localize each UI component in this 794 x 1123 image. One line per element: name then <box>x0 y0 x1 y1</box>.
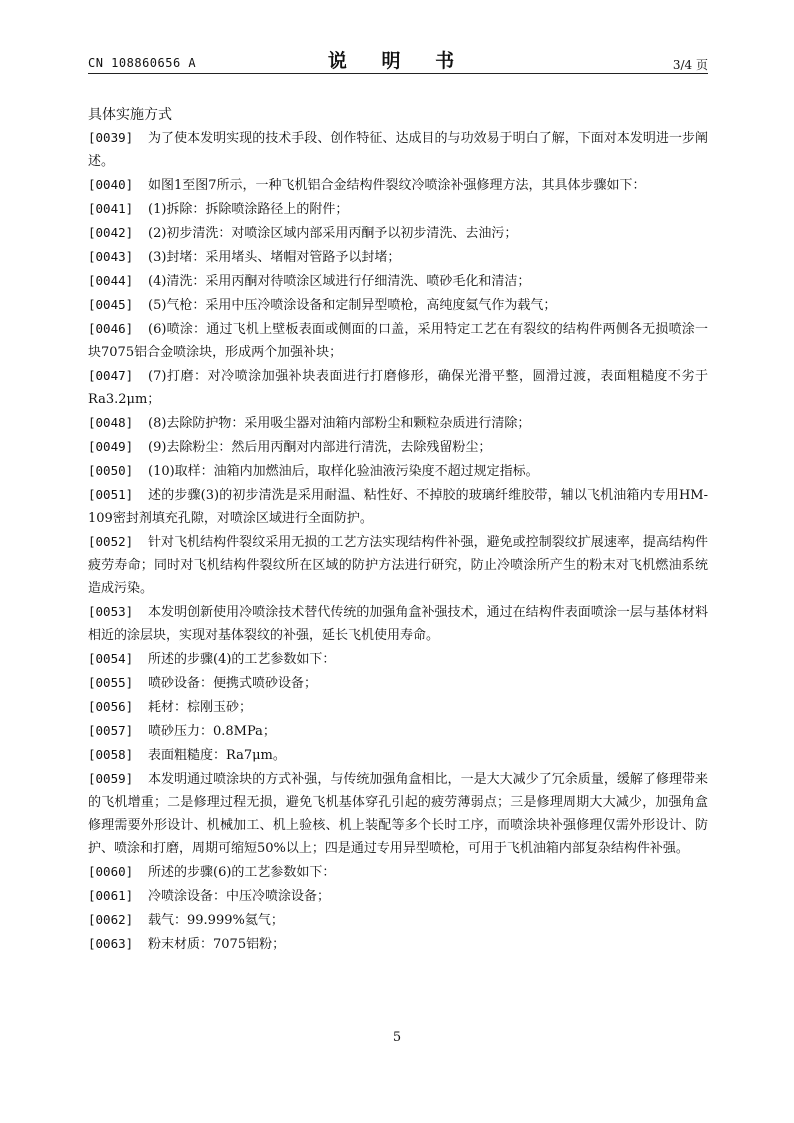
paragraph-number: [0052] <box>88 534 134 549</box>
paragraph-number: [0059] <box>88 771 134 786</box>
paragraph-number: [0047] <box>88 368 134 383</box>
paragraph-number: [0063] <box>88 936 134 951</box>
paragraph-number: [0039] <box>88 130 134 145</box>
page-header <box>88 44 708 74</box>
paragraph <box>88 245 708 269</box>
paragraph-text: (4)清洗：采用丙酮对待喷涂区域进行仔细清洗、喷砂毛化和清洁； <box>148 274 531 289</box>
paragraph-number: [0051] <box>88 487 134 502</box>
paragraph-number: [0057] <box>88 723 134 738</box>
paragraph <box>88 173 708 197</box>
paragraph-number: [0058] <box>88 747 134 762</box>
paragraph-text: 本发明通过喷涂块的方式补强，与传统加强角盒相比，一是大大减少了冗余质量，缓解了修理带来的飞机增重；二是修理过程无损，避免飞机基体穿孔引起的疲劳薄弱点；三是修理周期大大减少，加强角盒修理需要外形设计、机械加工、机上验核、机上装配等多个长时工序，而喷涂块补强修理仅需外形设计、防护、喷涂和打磨，周期可缩短50%以上；四是通过专用异型喷枪，可用于飞机油箱内部复杂结构件补强。 <box>88 772 708 856</box>
paragraph-text: 喷砂设备：便携式喷砂设备； <box>148 676 318 691</box>
paragraph-text: 所述的步骤(6)的工艺参数如下： <box>148 865 336 880</box>
paragraph-text: 载气：99.999%氦气； <box>148 913 284 928</box>
paragraph-text: (8)去除防护物：采用吸尘器对油箱内部粉尘和颗粒杂质进行清除； <box>148 416 531 431</box>
paragraph <box>88 908 708 932</box>
paragraph-text: (9)去除粉尘：然后用丙酮对内部进行清洗，去除残留粉尘； <box>148 440 492 455</box>
paragraph <box>88 743 708 767</box>
paragraph-number: [0056] <box>88 699 134 714</box>
paragraph-text: (6)喷涂：通过飞机上壁板表面或侧面的口盖，采用特定工艺在有裂纹的结构件两侧各无损喷涂一块7075铝合金喷涂块，形成两个加强补块； <box>88 322 708 360</box>
paragraph-number: [0043] <box>88 249 134 264</box>
page-number: 5 <box>392 1030 402 1045</box>
paragraph-text: 粉末材质：7075铝粉； <box>148 937 286 952</box>
paragraph-text: (1)拆除：拆除喷涂路径上的附件； <box>148 202 349 217</box>
paragraph-text: 如图1至图7所示，一种飞机铝合金结构件裂纹冷喷涂补强修理方法，其具体步骤如下： <box>148 178 646 193</box>
paragraph-text: (10)取样：油箱内加燃油后，取样化验油液污染度不超过规定指标。 <box>148 464 539 479</box>
paragraph <box>88 435 708 459</box>
paragraph-text: 表面粗糙度：Ra7μm。 <box>148 748 286 763</box>
paragraph-number: [0050] <box>88 463 134 478</box>
paragraph-text: 所述的步骤(4)的工艺参数如下： <box>148 652 336 667</box>
paragraph <box>88 530 708 600</box>
paragraph <box>88 767 708 860</box>
paragraph <box>88 695 708 719</box>
paragraph <box>88 126 708 173</box>
paragraph-text: (5)气枪：采用中压冷喷涂设备和定制异型喷枪，高纯度氦气作为载气； <box>148 298 557 313</box>
paragraph <box>88 932 708 956</box>
paragraph-text: 喷砂压力：0.8MPa； <box>148 724 276 739</box>
paragraph-number: [0048] <box>88 415 134 430</box>
page-indicator: 3/4 页 <box>672 58 708 72</box>
paragraph <box>88 197 708 221</box>
paragraph-number: [0054] <box>88 651 134 666</box>
document-title: 说 明 书 <box>327 50 469 72</box>
paragraph <box>88 364 708 411</box>
paragraph-text: (7)打磨：对冷喷涂加强补块表面进行打磨修形，确保光滑平整，圆滑过渡，表面粗糙度不劣于Ra3.2μm； <box>88 369 708 407</box>
paragraph <box>88 221 708 245</box>
paragraph-text: 冷喷涂设备：中压冷喷涂设备； <box>148 889 331 904</box>
paragraph-number: [0062] <box>88 912 134 927</box>
paragraph-number: [0061] <box>88 888 134 903</box>
paragraph-number: [0040] <box>88 177 134 192</box>
paragraph <box>88 884 708 908</box>
paragraph-text: 耗材：棕刚玉砂； <box>148 700 253 715</box>
paragraph-number: [0046] <box>88 321 134 336</box>
header-rule <box>88 73 708 74</box>
paragraph <box>88 411 708 435</box>
paragraph-text: 针对飞机结构件裂纹采用无损的工艺方法实现结构件补强，避免或控制裂纹扩展速率，提高结构件疲劳寿命；同时对飞机结构件裂纹所在区域的防护方法进行研究，防止冷喷涂所产生的粉末对飞机燃油系统造成污染。 <box>88 535 708 596</box>
paragraph-number: [0049] <box>88 439 134 454</box>
document-body <box>88 104 708 956</box>
paragraph-number: [0045] <box>88 297 134 312</box>
paragraph-number: [0055] <box>88 675 134 690</box>
paragraph <box>88 600 708 647</box>
paragraph-text: 为了使本发明实现的技术手段、创作特征、达成目的与功效易于明白了解，下面对本发明进一步阐述。 <box>88 131 708 169</box>
paragraph-list <box>88 126 708 956</box>
paragraph <box>88 647 708 671</box>
paragraph <box>88 860 708 884</box>
paragraph-number: [0053] <box>88 604 134 619</box>
paragraph-number: [0041] <box>88 201 134 216</box>
patent-number: CN 108860656 A <box>88 56 197 70</box>
paragraph-number: [0042] <box>88 225 134 240</box>
paragraph <box>88 317 708 364</box>
paragraph-text: 述的步骤(3)的初步清洗是采用耐温、粘性好、不掉胶的玻璃纤维胶带，辅以飞机油箱内专用HM-109密封剂填充孔隙，对喷涂区域进行全面防护。 <box>88 488 708 526</box>
paragraph-text: (2)初步清洗：对喷涂区域内部采用丙酮予以初步清洗、去油污； <box>148 226 518 241</box>
paragraph-number: [0044] <box>88 273 134 288</box>
paragraph <box>88 719 708 743</box>
paragraph <box>88 671 708 695</box>
paragraph-number: [0060] <box>88 864 134 879</box>
paragraph <box>88 459 708 483</box>
paragraph-text: (3)封堵：采用堵头、堵帽对管路予以封堵； <box>148 250 401 265</box>
paragraph <box>88 483 708 530</box>
paragraph-text: 本发明创新使用冷喷涂技术替代传统的加强角盒补强技术，通过在结构件表面喷涂一层与基体材料相近的涂层块，实现对基体裂纹的补强，延长飞机使用寿命。 <box>88 605 708 643</box>
paragraph <box>88 269 708 293</box>
section-heading: 具体实施方式 <box>88 107 172 123</box>
paragraph <box>88 293 708 317</box>
